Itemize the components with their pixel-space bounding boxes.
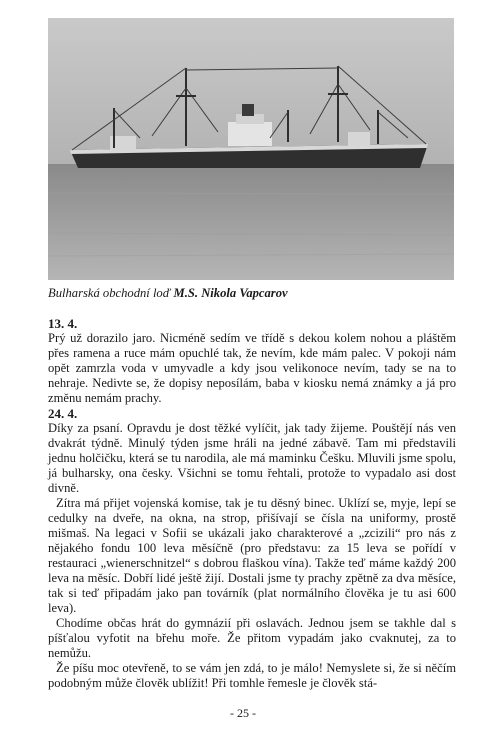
entry-paragraph: Zítra má přijet vojenská komise, tak je tu děsný binec. Uklízí se, myje, lepí se cedulky na dveře, na okna, na strop, přišívají se čísla na uniformy, prostě mišmaš. Na legaci v Sofii se ukázali jako charakterové a „zcizili“ pro nás z nějakého fondu 100 leva měsíčně (pro představu: za 15 leva se pořídí v restauraci „wienerschnitzel“ s dobrou flaškou vína). Takže teď máme každý 200 leva na měsíc. Dobří lidé ještě žijí. Dostali jsme ty prachy zpětně za dva měsíce, tak si teď připadám jako pan továrník (plat normálního člověka je tu asi 600 leva). bbox=[48, 496, 456, 615]
photo-caption bbox=[48, 285, 458, 301]
caption-ship-name: M.S. Nikola Vapcarov bbox=[173, 286, 288, 300]
entry-paragraph: Chodíme občas hrát do gymnázií při oslavách. Jednou jsem se takhle dal s píšťalou vyfotit na břehu moře. Že přitom vypadám jako cvaknutej, za to nemůžu. bbox=[48, 616, 456, 660]
entry-paragraph: Prý už dorazilo jaro. Nicméně sedím ve třídě s dekou kolem nohou a pláštěm přes ramena a ruce mám opuchlé tak, že nevím, kde mám palec. V pokoji nám opět zamrzla voda v umyvadle a kdy jsou velikonoce nevím, tady se na to nehraje. Nedivte se, že dopisy neposílám, baba v kiosku nemá známky a já pro změnu nemám prachy. bbox=[48, 331, 456, 405]
ship-photo bbox=[48, 18, 454, 280]
diary-entry bbox=[48, 406, 456, 691]
entry-date: 24. 4. bbox=[48, 406, 78, 421]
ship-illustration bbox=[48, 18, 454, 280]
page-number: - 25 - bbox=[230, 706, 256, 720]
entry-paragraph: Díky za psaní. Opravdu je dost těžké vylíčit, jak tady žijeme. Pouštějí nás ven dvakrát týdně. Minulý týden jsme hráli na jedné zábavě. Tam mi představili jednu holčičku, která se tu narodila, ale má maminku Češku. Mluvili jsme spolu, já bulharsky, ona česky. Všichni se tomu řehtali, protože to vypadalo asi dost divně. bbox=[48, 421, 456, 495]
diary-entry bbox=[48, 316, 456, 406]
entry-date: 13. 4. bbox=[48, 316, 78, 331]
entry-paragraph: Že píšu moc otevřeně, to se vám jen zdá, to je málo! Nemyslete si, že si něčím podobným může člověk ublížit! Při tomhle řemesle je člověk stá- bbox=[48, 661, 456, 690]
caption-prefix: Bulharská obchodní loď bbox=[48, 286, 174, 300]
